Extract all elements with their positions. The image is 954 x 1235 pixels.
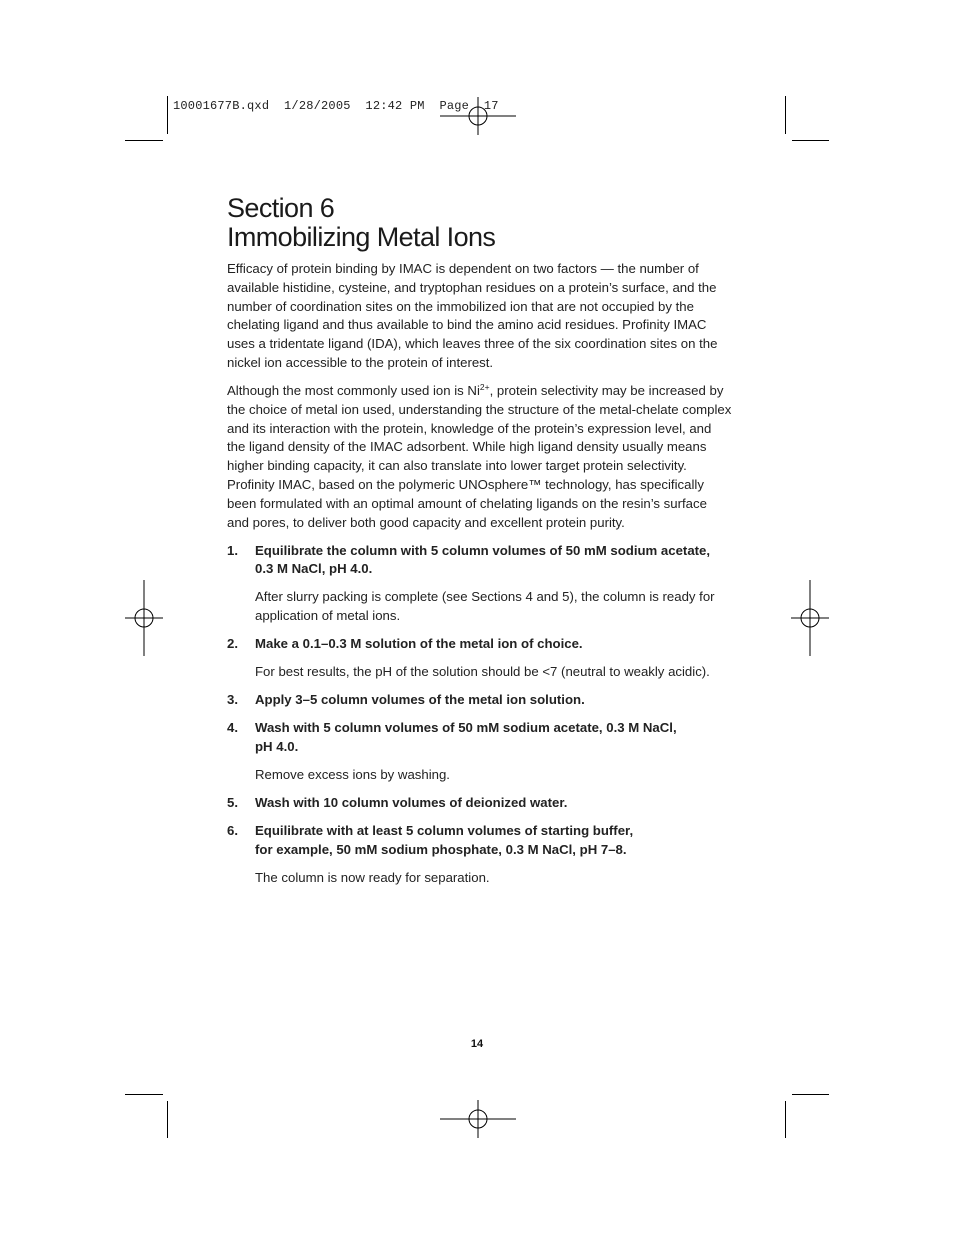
section-title-line: Section 6: [227, 193, 335, 223]
ion-charge-superscript: 2+: [479, 381, 490, 392]
crop-mark-top-right-vertical: [785, 96, 786, 134]
crop-mark-bottom-right-horizontal: [792, 1094, 829, 1095]
section-body: [227, 260, 732, 897]
crop-mark-bottom-left-vertical: [167, 1101, 168, 1138]
step-heading-line: for example, 50 mM sodium phosphate, 0.3 M NaCl, pH 7–8.: [255, 841, 627, 857]
step-heading: [255, 794, 732, 813]
registration-mark-top: [440, 97, 516, 135]
step-heading-line: Make a 0.1–0.3 M solution of the metal ion of choice.: [255, 636, 583, 652]
step-number: 2.: [227, 636, 238, 652]
section-title: [227, 194, 747, 252]
step-note: The column is now ready for separation.: [255, 869, 490, 885]
step-heading-line: Wash with 5 column volumes of 50 mM sodium acetate, 0.3 M NaCl,: [255, 720, 677, 736]
step-heading: [255, 719, 732, 757]
crop-mark-top-left-vertical: [167, 96, 168, 134]
step-4: [227, 719, 732, 785]
registration-mark-left: [125, 580, 163, 656]
intro-paragraph: Efficacy of protein binding by IMAC is dependent on two factors — the number of available histidine, cysteine, and tryptophan residues on a protein’s surface, and the number of coordination sites on the immobilized ion that are not occupied by the chelating ligand and thus available to bind the amino acid residues. Profinity IMAC uses a tridentate ligand (IDA), which leaves three of the six coordination sites on the nickel ion accessible to the protein of interest.: [227, 261, 718, 370]
step-heading-line: Wash with 10 column volumes of deionized water.: [255, 794, 568, 810]
step-6: [227, 822, 732, 888]
crop-mark-bottom-left-horizontal: [125, 1094, 163, 1095]
paragraph-text: Although the most commonly used ion is Ni: [227, 382, 480, 398]
step-note: Remove excess ions by washing.: [255, 766, 450, 782]
step-2: [227, 635, 732, 682]
step-number: 6.: [227, 822, 238, 838]
step-number: 1.: [227, 542, 238, 558]
step-note: For best results, the pH of the solution should be <7 (neutral to weakly acidic).: [255, 664, 710, 680]
step-heading-line: pH 4.0.: [255, 738, 299, 754]
section-title-line: Immobilizing Metal Ions: [227, 222, 496, 252]
printer-slug: 10001677B.qxd 1/28/2005 12:42 PM Page 17: [173, 99, 499, 113]
step-5: [227, 794, 732, 813]
paragraph-text: , protein selectivity may be increased by the choice of metal ion used, understanding the structure of the metal-chelate complex and its interaction with the protein, knowledge of the protein’s expression level, and the ligand density of the IMAC adsorbent. While high ligand density usually means higher binding capacity, it can also translate into lower target protein selectivity. Profinity IMAC, based on the polymeric UNOsphere™ technology, has specifically been formulated with an optimal amount of chelating ligands on the resin’s surface and pores, to deliver both good capacity and excellent protein purity.: [227, 382, 732, 530]
crop-mark-bottom-right-vertical: [785, 1101, 786, 1138]
crop-mark-top-right-horizontal: [792, 140, 829, 141]
step-heading-line: Apply 3–5 column volumes of the metal ion solution.: [255, 692, 585, 708]
step-1: [227, 542, 732, 626]
step-heading-line: Equilibrate with at least 5 column volumes of starting buffer,: [255, 822, 634, 838]
step-heading: [255, 691, 732, 710]
step-number: 5.: [227, 794, 238, 810]
step-number: 3.: [227, 692, 238, 708]
page-number: 14: [470, 1038, 484, 1050]
procedure-steps: [227, 542, 732, 888]
step-3: [227, 691, 732, 710]
registration-mark-bottom: [440, 1100, 516, 1138]
registration-mark-right: [791, 580, 829, 656]
step-note: After slurry packing is complete (see Sections 4 and 5), the column is ready for application of metal ions.: [255, 589, 715, 624]
selectivity-paragraph: [227, 382, 732, 532]
step-heading-line: Equilibrate the column with 5 column volumes of 50 mM sodium acetate,: [255, 542, 711, 558]
step-heading: [255, 822, 732, 860]
step-heading-line: 0.3 M NaCl, pH 4.0.: [255, 561, 373, 577]
step-heading: [255, 635, 732, 654]
step-heading: [255, 542, 732, 580]
crop-mark-top-left-horizontal: [125, 140, 163, 141]
step-number: 4.: [227, 720, 238, 736]
